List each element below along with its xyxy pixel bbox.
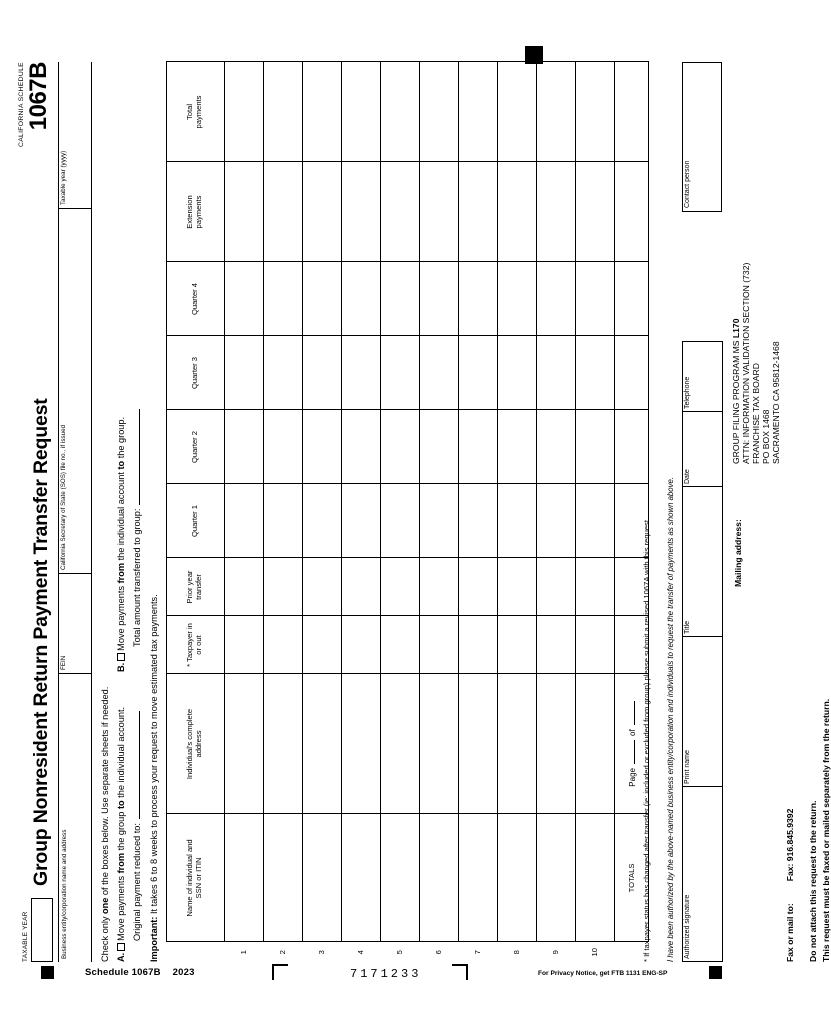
authorized-signature-label: Authorized signature — [684, 894, 691, 959]
row-number-4: 4 — [356, 950, 365, 955]
cell-r10-c2[interactable] — [575, 674, 614, 814]
mailing-line-5: SACRAMENTO CA 95812-1468 — [771, 341, 781, 464]
cell-r10-c5[interactable] — [575, 484, 614, 558]
table-row — [458, 62, 497, 962]
form-number: 1067B — [25, 62, 52, 131]
barcode-number: 7171233 — [350, 967, 422, 981]
cell-r7-c1[interactable] — [458, 814, 497, 942]
fax-or-mail-label: Fax or mail to: — [785, 903, 795, 962]
cell-r7-c6[interactable] — [458, 410, 497, 484]
cell-r2-c1[interactable] — [263, 814, 302, 942]
title-cell[interactable] — [683, 487, 723, 637]
option-b-sub-label: Total amount transferred to group: — [132, 508, 142, 647]
print-name-cell[interactable] — [683, 637, 723, 787]
instruction-line-1 — [100, 687, 110, 962]
option-a-pre: Move payments — [116, 873, 126, 941]
table-row — [380, 62, 419, 962]
table-row — [341, 62, 380, 962]
cell-r10-c3[interactable] — [575, 616, 614, 674]
cell-r3-c10[interactable] — [302, 62, 341, 162]
cell-r1-c1[interactable] — [224, 814, 263, 942]
footer-square-right-icon — [709, 966, 722, 979]
column-header-1: Name of individual and SSN or ITIN — [166, 814, 224, 942]
row-number-8: 8 — [512, 950, 521, 955]
fein-input[interactable] — [69, 577, 90, 671]
cell-r8-c4[interactable] — [497, 558, 536, 616]
cell-r4-c2[interactable] — [341, 674, 380, 814]
cell-r4-c4[interactable] — [341, 558, 380, 616]
cell-r6-c6[interactable] — [419, 410, 458, 484]
cell-r7-c4[interactable] — [458, 558, 497, 616]
option-b-checkbox[interactable] — [117, 653, 125, 661]
totals-cell-c9[interactable] — [614, 162, 648, 262]
privacy-notice: For Privacy Notice, get FTB 1131 ENG-SP — [538, 970, 668, 977]
table-row — [497, 62, 536, 962]
cell-r5-c9[interactable] — [380, 162, 419, 262]
mailing-address-label: Mailing address: — [733, 519, 743, 587]
cell-r1-c10[interactable] — [224, 62, 263, 162]
important-note — [149, 594, 159, 962]
mailing-line1-bold: L170 — [731, 318, 741, 339]
option-b-pre: Move payments — [116, 583, 126, 651]
row-number-1: 1 — [239, 950, 248, 955]
cell-r5-c3[interactable] — [380, 616, 419, 674]
cell-r6-c9[interactable] — [419, 162, 458, 262]
authorized-signature-cell[interactable] — [683, 787, 723, 962]
cell-r8-c2[interactable] — [497, 674, 536, 814]
totals-cell-c7[interactable] — [614, 336, 648, 410]
mailing-line-2: ATTN: INFORMATION VALIDATION SECTION (732) — [741, 262, 751, 464]
cell-r4-c7[interactable] — [341, 336, 380, 410]
cell-r6-c5[interactable] — [419, 484, 458, 558]
telephone-cell[interactable] — [683, 342, 723, 412]
option-a-sub-input[interactable] — [131, 711, 140, 819]
taxable-year-box[interactable] — [31, 898, 53, 962]
cell-r8-c6[interactable] — [497, 410, 536, 484]
cell-r10-c6[interactable] — [575, 410, 614, 484]
totals-cell-c10[interactable] — [614, 62, 648, 162]
cell-r8-c1[interactable] — [497, 814, 536, 942]
cell-r4-c1[interactable] — [341, 814, 380, 942]
cell-r9-c2[interactable] — [536, 674, 575, 814]
option-b-bold2: to — [116, 460, 126, 470]
cell-r9-c10[interactable] — [536, 62, 575, 162]
header-divider-3 — [58, 208, 92, 209]
cell-r9-c9[interactable] — [536, 162, 575, 262]
table-column-header-row — [166, 62, 224, 962]
warning-line-1: Do not attach this request to the return. — [808, 800, 818, 962]
row-number-3: 3 — [317, 950, 326, 955]
option-b-sub-row — [131, 409, 142, 647]
column-header-8: Quarter 4 — [166, 262, 224, 336]
cell-r8-c10[interactable] — [497, 62, 536, 162]
column-header-7: Quarter 3 — [166, 336, 224, 410]
instruction-line1-pre: Check only — [100, 913, 110, 962]
cell-r6-c8[interactable] — [419, 262, 458, 336]
cell-r4-c9[interactable] — [341, 162, 380, 262]
row-number-10: 10 — [590, 948, 599, 957]
option-a-bold1: from — [116, 852, 126, 874]
cell-r7-c7[interactable] — [458, 336, 497, 410]
cell-r4-c10[interactable] — [341, 62, 380, 162]
crop-mark-top-right-icon — [452, 964, 468, 980]
cell-r3-c8[interactable] — [302, 262, 341, 336]
cell-r5-c1[interactable] — [380, 814, 419, 942]
cell-r9-c4[interactable] — [536, 558, 575, 616]
table-row — [575, 62, 614, 962]
cell-r5-c4[interactable] — [380, 558, 419, 616]
row-number-6: 6 — [434, 950, 443, 955]
cell-r7-c3[interactable] — [458, 616, 497, 674]
payment-transfer-table-wrap — [166, 62, 649, 963]
cell-r4-c3[interactable] — [341, 616, 380, 674]
mailing-address-block — [731, 263, 781, 464]
taxable-year-small-input[interactable] — [69, 66, 90, 206]
taxable-year-small-label: Taxable year (yyyy) — [60, 150, 67, 205]
cell-r8-c5[interactable] — [497, 484, 536, 558]
option-a-sub-label: Original payment reduced to: — [132, 823, 142, 941]
cell-r10-c8[interactable] — [575, 262, 614, 336]
cell-r1-c4[interactable] — [224, 558, 263, 616]
column-header-10: Total payments — [166, 62, 224, 162]
footer-year: 2023 — [172, 967, 195, 978]
warning-line-2: This request must be faxed or mailed separately from the return. — [821, 698, 831, 962]
page-footer — [0, 952, 770, 995]
cell-r2-c9[interactable] — [263, 162, 302, 262]
cell-r1-c5[interactable] — [224, 484, 263, 558]
cell-r8-c8[interactable] — [497, 262, 536, 336]
cell-r6-c2[interactable] — [419, 674, 458, 814]
cell-r4-c6[interactable] — [341, 410, 380, 484]
business-name-input[interactable] — [70, 680, 90, 960]
cell-r1-c7[interactable] — [224, 336, 263, 410]
header-divider-1 — [58, 673, 92, 674]
mailing-line-4: PO BOX 1468 — [761, 409, 771, 464]
cell-r3-c2[interactable] — [302, 674, 341, 814]
row-number-5: 5 — [395, 950, 404, 955]
cell-r7-c5[interactable] — [458, 484, 497, 558]
cell-r5-c7[interactable] — [380, 336, 419, 410]
cell-r6-c1[interactable] — [419, 814, 458, 942]
totals-cell-c6[interactable] — [614, 410, 648, 484]
cell-r5-c2[interactable] — [380, 674, 419, 814]
header-divider-2 — [58, 573, 92, 574]
cell-r2-c7[interactable] — [263, 336, 302, 410]
cell-r8-c9[interactable] — [497, 162, 536, 262]
table-row — [419, 62, 458, 962]
table-row — [302, 62, 341, 962]
sos-input[interactable] — [69, 213, 90, 571]
cell-r9-c7[interactable] — [536, 336, 575, 410]
mailing-line-3: FRANCHISE TAX BOARD — [751, 363, 761, 464]
cell-r2-c8[interactable] — [263, 262, 302, 336]
sos-label: California Secretary of State (SOS) file no., if issued — [60, 424, 67, 570]
cell-r9-c8[interactable] — [536, 262, 575, 336]
cell-r7-c9[interactable] — [458, 162, 497, 262]
cell-r9-c5[interactable] — [536, 484, 575, 558]
page-title: Group Nonresident Return Payment Transfer Request — [30, 398, 52, 886]
cell-r8-c7[interactable] — [497, 336, 536, 410]
contact-person-label: Contact person — [684, 160, 691, 208]
cell-r3-c1[interactable] — [302, 814, 341, 942]
cell-r5-c6[interactable] — [380, 410, 419, 484]
cell-r9-c1[interactable] — [536, 814, 575, 942]
cell-r3-c4[interactable] — [302, 558, 341, 616]
totals-label-cell: TOTALS — [614, 814, 648, 942]
cell-r9-c3[interactable] — [536, 616, 575, 674]
crop-mark-top-left-icon — [272, 964, 288, 980]
footnote-asterisk: * If taxpayer status has changed after transfer (ie: included or excluded from group) please submit a revised 1067A with this request. — [642, 517, 651, 962]
table-row — [224, 62, 263, 962]
option-a-sub-row — [131, 711, 142, 941]
row-number-2: 2 — [278, 950, 287, 955]
cell-r4-c5[interactable] — [341, 484, 380, 558]
cell-r2-c6[interactable] — [263, 410, 302, 484]
cell-r5-c5[interactable] — [380, 484, 419, 558]
business-name-label: Business entity/corporation name and address — [61, 829, 68, 959]
cell-r9-c6[interactable] — [536, 410, 575, 484]
taxable-year-label: TAXABLE YEAR — [22, 911, 29, 962]
option-a-mid: the group — [116, 809, 126, 853]
option-b-post: the group. — [116, 416, 126, 461]
cell-r1-c6[interactable] — [224, 410, 263, 484]
page-of-cell[interactable]: Pageof — [614, 674, 648, 814]
cell-r3-c7[interactable] — [302, 336, 341, 410]
option-a-row — [116, 707, 126, 962]
cell-r1-c2[interactable] — [224, 674, 263, 814]
authorization-statement: I have been authorized by the above-named business entity/corporation and individuals to request the transfer of payments as shown above. — [666, 476, 675, 962]
instruction-line1-post: of the boxes below. Use separate sheets if needed. — [100, 686, 110, 898]
cell-r10-c7[interactable] — [575, 336, 614, 410]
cell-r2-c5[interactable] — [263, 484, 302, 558]
print-name-label: Print name — [684, 750, 691, 784]
cell-r2-c3[interactable] — [263, 616, 302, 674]
cell-r1-c9[interactable] — [224, 162, 263, 262]
fax-number: Fax: 916.845.9392 — [785, 808, 795, 882]
mailing-line-1 — [731, 263, 741, 464]
cell-r2-c2[interactable] — [263, 674, 302, 814]
california-schedule-label: CALIFORNIA SCHEDULE — [18, 62, 25, 148]
contact-person-cell[interactable] — [682, 62, 722, 212]
date-label: Date — [684, 469, 691, 484]
cell-r7-c8[interactable] — [458, 262, 497, 336]
row-number-9: 9 — [551, 950, 560, 955]
row-number-7: 7 — [473, 950, 482, 955]
registration-mark-icon — [525, 46, 543, 64]
option-a-bold2: to — [116, 800, 126, 810]
option-a-checkbox[interactable] — [117, 943, 125, 951]
cell-r10-c1[interactable] — [575, 814, 614, 942]
cell-r1-c3[interactable] — [224, 616, 263, 674]
column-header-5: Quarter 1 — [166, 484, 224, 558]
cell-r3-c3[interactable] — [302, 616, 341, 674]
title-label: Title — [684, 621, 691, 634]
cell-r5-c10[interactable] — [380, 62, 419, 162]
cell-r3-c9[interactable] — [302, 162, 341, 262]
column-header-3: * Taxpayer in or out — [166, 616, 224, 674]
option-a-letter: A. — [116, 952, 126, 962]
cell-r6-c7[interactable] — [419, 336, 458, 410]
signature-block — [682, 341, 723, 962]
fax-or-mail-row — [785, 809, 795, 962]
important-text: It takes 6 to 8 weeks to process your request to move estimated tax payments. — [149, 594, 159, 917]
option-b-mid: the individual account — [116, 469, 126, 563]
cell-r10-c4[interactable] — [575, 558, 614, 616]
telephone-label: Telephone — [684, 376, 691, 409]
mailing-line1-pre: GROUP FILING PROGRAM MS — [731, 338, 741, 464]
cell-r3-c5[interactable] — [302, 484, 341, 558]
table-row — [536, 62, 575, 962]
option-b-letter: B. — [116, 662, 126, 672]
column-header-9: Extension payments — [166, 162, 224, 262]
cell-r7-c2[interactable] — [458, 674, 497, 814]
footer-schedule-name: Schedule 1067B — [85, 967, 161, 978]
fein-label: FEIN — [60, 655, 67, 670]
cell-r4-c8[interactable] — [341, 262, 380, 336]
important-label: Important: — [149, 916, 159, 962]
cell-r6-c4[interactable] — [419, 558, 458, 616]
footer-schedule — [85, 967, 195, 978]
table-body — [166, 62, 648, 962]
cell-r3-c6[interactable] — [302, 410, 341, 484]
cell-r2-c4[interactable] — [263, 558, 302, 616]
column-header-2: Individual's complete address — [166, 674, 224, 814]
option-b-sub-input[interactable] — [131, 409, 140, 505]
option-b-row — [116, 417, 126, 672]
cell-r5-c8[interactable] — [380, 262, 419, 336]
cell-r6-c3[interactable] — [419, 616, 458, 674]
totals-cell-c8[interactable] — [614, 262, 648, 336]
cell-r10-c9[interactable] — [575, 162, 614, 262]
cell-r10-c10[interactable] — [575, 62, 614, 162]
payment-transfer-table — [166, 62, 649, 963]
cell-r7-c10[interactable] — [458, 62, 497, 162]
cell-r8-c3[interactable] — [497, 616, 536, 674]
table-row — [263, 62, 302, 962]
cell-r1-c8[interactable] — [224, 262, 263, 336]
date-cell[interactable] — [683, 412, 723, 487]
footer-square-left-icon — [41, 966, 54, 979]
cell-r2-c10[interactable] — [263, 62, 302, 162]
option-b-bold1: from — [116, 562, 126, 584]
instruction-line1-bold: one — [100, 897, 110, 914]
column-header-6: Quarter 2 — [166, 410, 224, 484]
column-header-4: Prior year transfer — [166, 558, 224, 616]
cell-r6-c10[interactable] — [419, 62, 458, 162]
option-a-post: the individual account. — [116, 706, 126, 801]
